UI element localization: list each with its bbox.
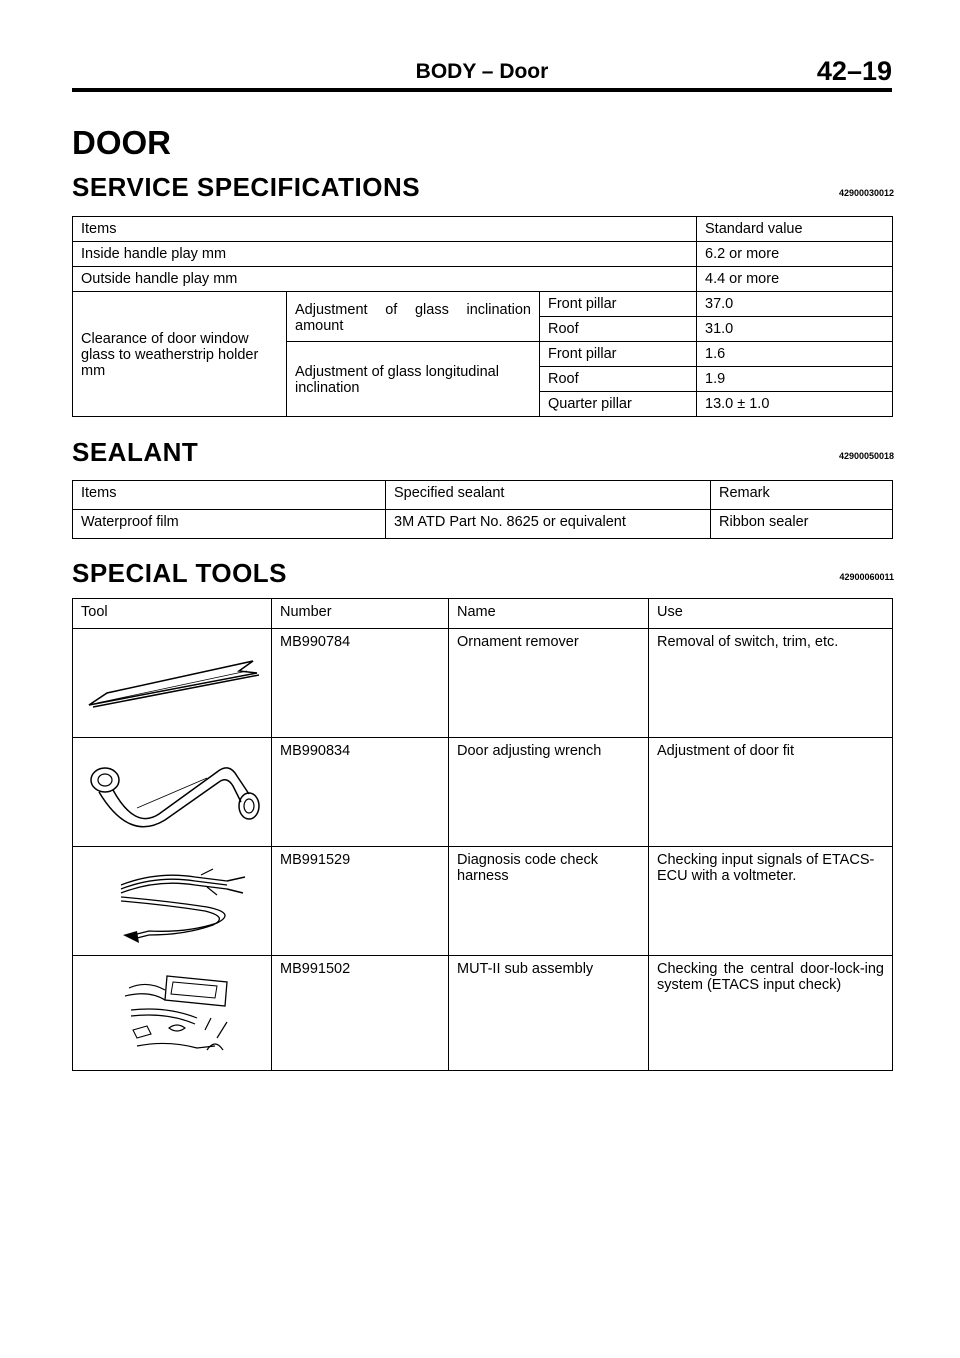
page-title: DOOR <box>72 124 171 161</box>
page-number: 42–19 <box>816 56 892 86</box>
service-specifications-heading: SERVICE SPECIFICATIONS <box>72 172 421 202</box>
value-cell: 1.6 <box>697 342 893 367</box>
tool-use: Removal of switch, trim, etc. <box>649 629 893 738</box>
sealant-code: 42900050018 <box>838 451 894 461</box>
value-cell: 31.0 <box>697 317 893 342</box>
header-cell-tool: Tool <box>73 599 272 629</box>
tool-name: Diagnosis code check harness <box>449 847 649 956</box>
sealant-heading: SEALANT <box>72 437 199 467</box>
header-cell-number: Number <box>272 599 449 629</box>
tool-name: Door adjusting wrench <box>449 738 649 847</box>
spec-item: Inside handle play mm <box>73 242 697 267</box>
sealant-spec: 3M ATD Part No. 8625 or equivalent <box>386 510 711 539</box>
location-cell: Roof <box>540 367 697 392</box>
table-row <box>73 267 893 292</box>
sealant-item: Waterproof film <box>73 510 386 539</box>
page-header <box>72 54 892 92</box>
table-row <box>73 292 893 317</box>
spec-value: 6.2 or more <box>697 242 893 267</box>
header-title: BODY – Door <box>415 60 549 83</box>
table-row <box>73 738 893 847</box>
location-cell: Quarter pillar <box>540 392 697 417</box>
table-row <box>73 629 893 738</box>
ornament-remover-icon <box>77 633 265 725</box>
special-tools-table <box>72 598 893 1071</box>
spec-value: 4.4 or more <box>697 267 893 292</box>
header-cell-items: Items <box>73 481 386 510</box>
table-row <box>73 956 893 1071</box>
location-cell: Front pillar <box>540 292 697 317</box>
service-specifications-code: 42900030012 <box>838 188 894 198</box>
table-header-row <box>73 217 893 242</box>
table-row <box>73 510 893 539</box>
tool-number: MB991529 <box>272 847 449 956</box>
header-cell-items: Items <box>73 217 697 242</box>
tool-number: MB990834 <box>272 738 449 847</box>
location-cell: Roof <box>540 317 697 342</box>
clearance-label: Clearance of door window glass to weatherstrip holder mm <box>73 292 287 417</box>
header-cell-remark: Remark <box>711 481 893 510</box>
tool-name: Ornament remover <box>449 629 649 738</box>
tool-illustration-cell <box>73 847 272 956</box>
table-row <box>73 847 893 956</box>
tool-illustration-cell <box>73 956 272 1071</box>
door-adjusting-wrench-icon <box>77 742 265 840</box>
sealant-table <box>72 480 893 539</box>
tool-use: Checking the central door-lock-ing system (ETACS input check) <box>649 956 893 1071</box>
mut-ii-sub-assembly-icon <box>77 960 265 1058</box>
sealant-remark: Ribbon sealer <box>711 510 893 539</box>
value-cell: 13.0 ± 1.0 <box>697 392 893 417</box>
tool-use: Checking input signals of ETACS-ECU with a voltmeter. <box>649 847 893 956</box>
header-cell-standard-value: Standard value <box>697 217 893 242</box>
spec-item: Outside handle play mm <box>73 267 697 292</box>
value-cell: 37.0 <box>697 292 893 317</box>
table-header-row <box>73 599 893 629</box>
value-cell: 1.9 <box>697 367 893 392</box>
tool-illustration-cell <box>73 738 272 847</box>
tool-illustration-cell <box>73 629 272 738</box>
special-tools-code: 42900060011 <box>839 572 894 582</box>
tool-number: MB990784 <box>272 629 449 738</box>
location-cell: Front pillar <box>540 342 697 367</box>
tool-use: Adjustment of door fit <box>649 738 893 847</box>
table-header-row <box>73 481 893 510</box>
special-tools-heading: SPECIAL TOOLS <box>72 558 288 588</box>
header-cell-name: Name <box>449 599 649 629</box>
diagnosis-harness-icon <box>77 851 265 949</box>
inclination-label: Adjustment of glass inclination amount <box>287 292 540 342</box>
longitudinal-label: Adjustment of glass longitudinal inclination <box>287 342 540 417</box>
header-cell-use: Use <box>649 599 893 629</box>
tool-name: MUT-II sub assembly <box>449 956 649 1071</box>
header-cell-specified-sealant: Specified sealant <box>386 481 711 510</box>
table-row <box>73 242 893 267</box>
service-specifications-table <box>72 216 893 417</box>
tool-number: MB991502 <box>272 956 449 1071</box>
